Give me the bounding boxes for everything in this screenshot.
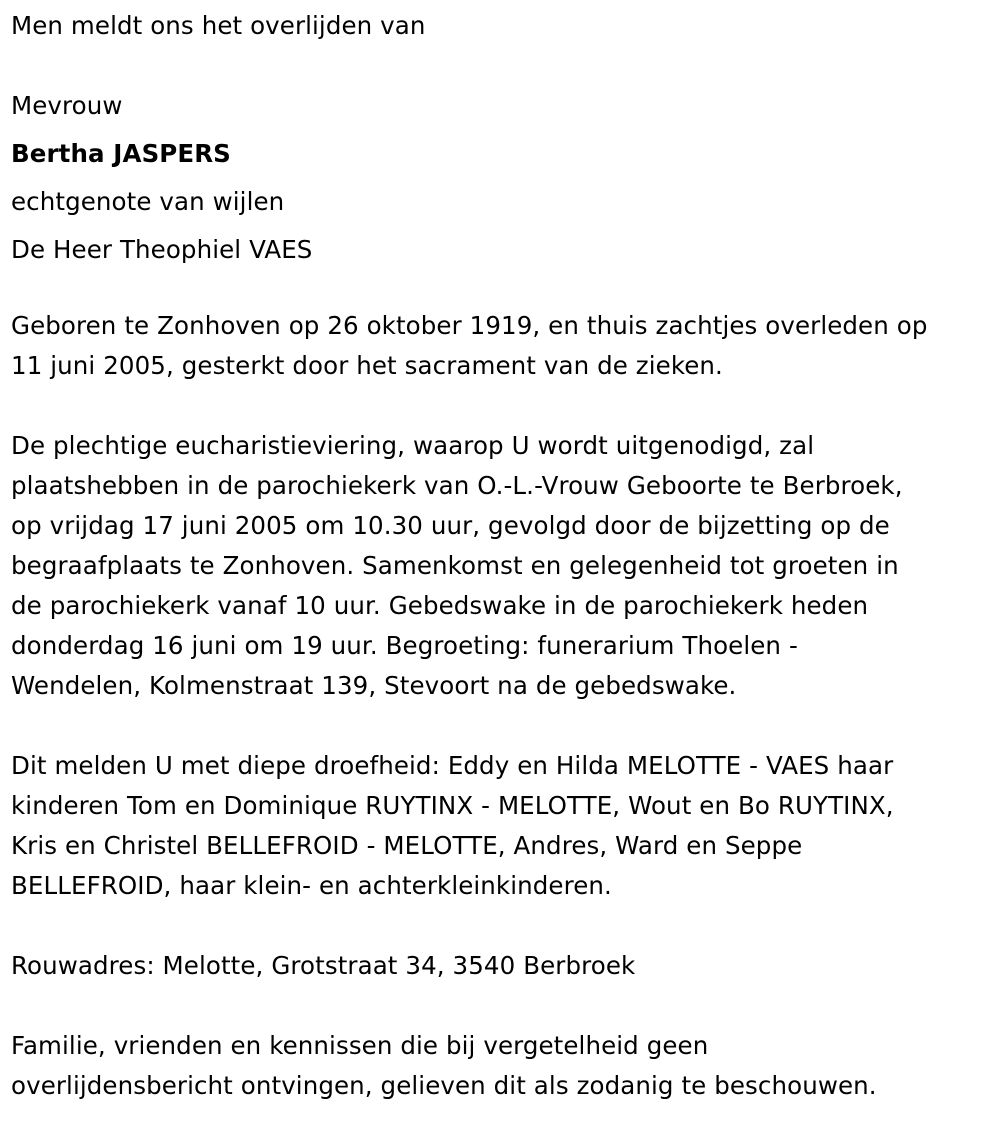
spacer: [11, 386, 1000, 426]
intro-text: Men meldt ons het overlijden van: [11, 11, 426, 40]
ceremony-paragraph: De plechtige eucharistieviering, waarop U wordt uitgenodigd, zal plaatshebben in de parochiekerk van O.-L.-Vrouw Geboorte te Berbroek, op vrijdag 17 juni 2005 om 10.30 uur, gevolgd door de bijzetting op de begraafplaats te Zonhoven. Samenkomst en gelegenheid tot groeten in de parochiekerk vanaf 10 uur. Gebedswake in de parochiekerk heden donderdag 16 juni om 19 uur. Begroeting: funerarium Thoelen - Wendelen, Kolmenstraat 139, Stevoort na de gebedswake.: [11, 431, 903, 700]
obituary-notice: [0, 2, 1000, 1106]
salutation: Mevrouw: [11, 91, 123, 120]
address-paragraph: Rouwadres: Melotte, Grotstraat 34, 3540 Berbroek: [11, 951, 636, 980]
birth-death-paragraph: Geboren te Zonhoven op 26 oktober 1919, en thuis zachtjes overleden op 11 juni 2005, gesterkt door het sacrament van de zieken.: [11, 311, 928, 380]
relation-text: echtgenote van wijlen: [11, 187, 285, 216]
deceased-name: Bertha JASPERS: [11, 139, 231, 168]
spouse-name: De Heer Theophiel VAES: [11, 235, 313, 264]
spacer: [11, 986, 1000, 1026]
spacer: [11, 274, 1000, 306]
spacer: [11, 706, 1000, 746]
spacer: [11, 50, 1000, 82]
spacer: [11, 906, 1000, 946]
closing-paragraph: Familie, vrienden en kennissen die bij vergetelheid geen overlijdensbericht ontvingen, gelieven dit als zodanig te beschouwen.: [11, 1031, 877, 1100]
family-paragraph: Dit melden U met diepe droefheid: Eddy en Hilda MELOTTE - VAES haar kinderen Tom en Dominique RUYTINX - MELOTTE, Wout en Bo RUYTINX, Kris en Christel BELLEFROID - MELOTTE, Andres, Ward en Seppe BELLEFROID, haar klein- en achterkleinkinderen.: [11, 751, 894, 900]
